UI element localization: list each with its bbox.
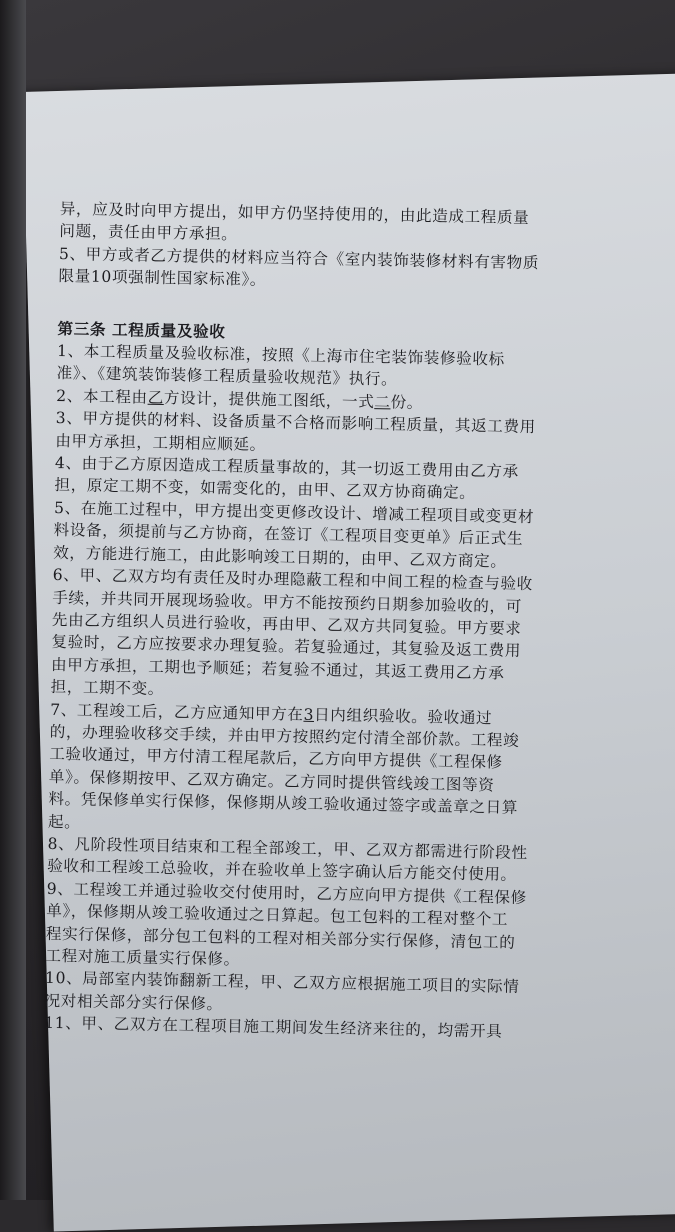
text-line: 担，原定工期不变，如需变化的，由甲、乙双方协商确定。 — [54, 476, 476, 503]
text-line: 复验时，乙方应按要求办理复验。若复验通过，其复验及返工费用 — [51, 633, 522, 661]
text-line: 准》、《建筑装饰装修工程质量验收规范》执行。 — [56, 364, 398, 389]
text-line: 5、在施工过程中，甲方提出变更修改设计、增减工程项目或变更材 — [53, 498, 535, 527]
text-line: 料。凭保修单实行保修，保修期从竣工验收通过签字或盖章之日算 — [48, 790, 519, 818]
text-line: 况对相关部分实行保修。 — [44, 991, 223, 1014]
text-line: 4、由于乙方原因造成工程质量事故的，其一切返工费用由乙方承 — [54, 454, 519, 481]
days-field: 3 — [303, 705, 315, 724]
text-line: 程实行保修，部分包工包料的工程对相关部分实行保修，清包工的 — [45, 924, 516, 952]
text-line: 限量10项强制性国家标准》。 — [58, 267, 267, 290]
text-line: 工程对施工质量实行保修。 — [45, 946, 240, 969]
clause-text: 方设计，提供施工图纸，一式 — [163, 388, 375, 411]
text-line: 9、工程竣工并通过验收交付使用时，乙方应向甲方提供《工程保修 — [46, 879, 527, 907]
clause-text: 日内组织验收。验收通过 — [313, 705, 493, 727]
text-line: 起。 — [47, 812, 81, 832]
contract-text — [44, 198, 620, 1045]
text-line: 工验收通过，甲方付清工程尾款后，乙方向甲方提供《工程保修 — [49, 745, 503, 772]
text-line: 担，工期不变。 — [50, 678, 165, 699]
text-line: 的，办理验收移交手续，并由甲方按照约定付清全部价款。工程竣 — [49, 722, 520, 750]
text-line: 验收和工程竣工总验收，并在验收单上签字确认后方能交付使用。 — [46, 857, 517, 885]
section-heading: 第三条 工程质量及验收 — [57, 318, 226, 341]
text-line: 由甲方承担，工期也予顺延；若复验不通过，其返工费用乙方承 — [50, 655, 505, 683]
text-line: 由甲方承担，工期相应顺延。 — [55, 431, 267, 454]
text-line: 8、凡阶段性项目结束和工程全部竣工，甲、乙双方都需进行阶段性 — [47, 834, 528, 863]
text-line: 10、局部室内装饰翻新工程，甲、乙双方应根据施工项目的实际情 — [44, 969, 520, 997]
copies-field: 二 — [374, 392, 391, 412]
page-edge-shadow — [0, 0, 26, 1200]
text-line: 1、本工程质量及验收标准，按照《上海市住宅装饰装修验收标 — [56, 342, 505, 369]
text-line: 问题，责任由甲方承担。 — [59, 222, 238, 244]
text-line: 效，方能进行施工，由此影响竣工日期的，由甲、乙双方商定。 — [53, 543, 507, 571]
designer-party-field: 乙 — [147, 388, 165, 407]
text-line: 单》，保修期从竣工验收通过之日算起。包工包料的工程对整个工 — [46, 902, 509, 929]
text-line: 先由乙方组织人员进行验收，再由甲、乙双方共同复验。甲方要求 — [51, 610, 522, 638]
text-line: 手续，并共同开展现场验收。甲方不能按预约日期参加验收的，可 — [52, 588, 523, 616]
text-line: 6、甲、乙双方均有责任及时办理隐蔽工程和中间工程的检查与验收 — [52, 566, 533, 594]
text-line: 料设备，须提前与乙方协商，在签订《工程项目变更单》后正式生 — [53, 521, 524, 549]
clause-text: 份。 — [390, 393, 424, 412]
text-line: 3、甲方提供的材料、设备质量不合格而影响工程质量，其返工费用 — [55, 409, 536, 437]
text-line: 异，应及时向甲方提出，如甲方仍坚持使用的，由此造成工程质量 — [59, 199, 530, 228]
clause-text: 2、本工程由 — [56, 386, 148, 407]
text-line: 5、甲方或者乙方提供的材料应当符合《室内装饰装修材料有害物质 — [58, 244, 540, 273]
text-line: 11、甲、乙双方在工程项目施工期间发生经济来往的，均需开具 — [43, 1014, 503, 1041]
text-line: 单》。保修期按甲、乙双方确定。乙方同时提供管线竣工图等资 — [48, 767, 495, 795]
clause-text: 7、工程竣工后，乙方应通知甲方在 — [50, 700, 304, 724]
